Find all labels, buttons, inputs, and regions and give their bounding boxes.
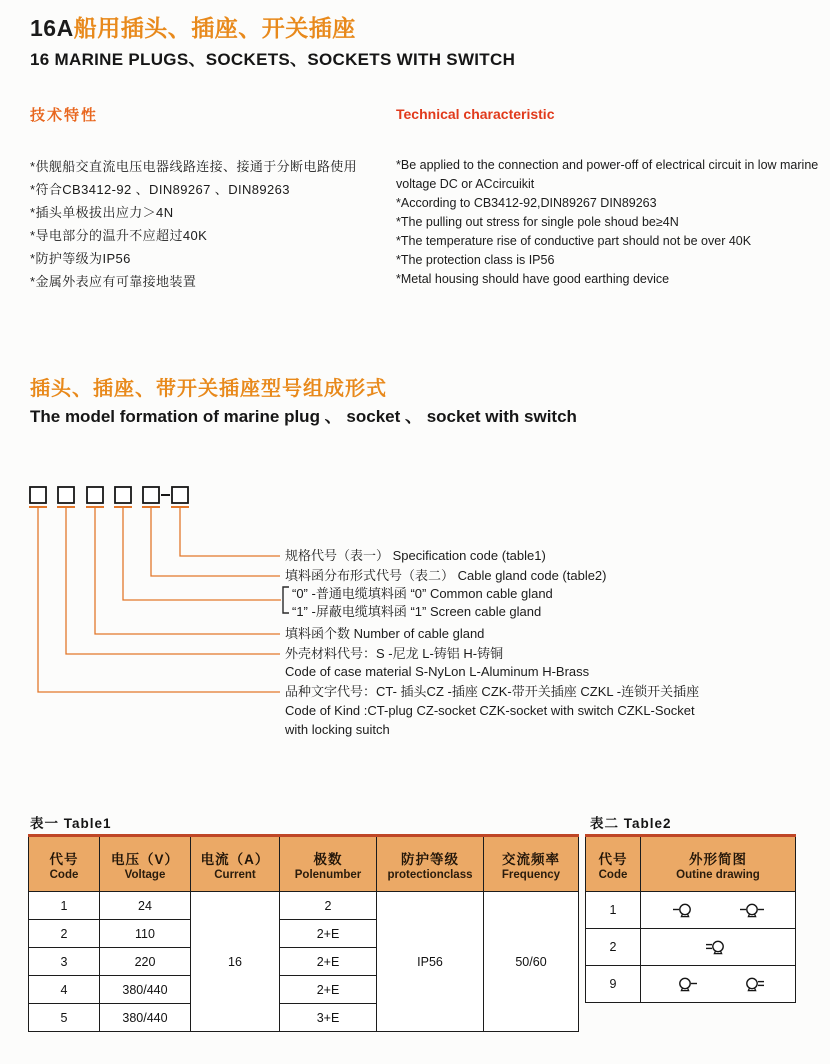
header-en: Code	[598, 868, 628, 881]
header-en: Code	[49, 868, 79, 881]
cell-code: 1	[29, 892, 100, 920]
tech-item-cn: *防护等级为IP56	[30, 251, 131, 266]
gland-entry-double-left-icon	[705, 939, 731, 956]
header-en: Outine drawing	[676, 868, 760, 881]
cell-voltage: 220	[100, 948, 191, 976]
table1-specifications	[28, 834, 579, 1032]
table2-header-drawing	[641, 836, 796, 892]
code-box-3	[87, 487, 103, 503]
diagram-label-material-cn: 外壳材料代号：S -尼龙 L-铸铝 H-铸铜	[285, 646, 504, 661]
cell-outline-drawing	[641, 966, 796, 1003]
cell-voltage: 380/440	[100, 1004, 191, 1032]
gland-entry-left-icon	[672, 902, 698, 919]
table1-header-protection	[377, 836, 484, 892]
code-box-4	[115, 487, 131, 503]
header-cn: 代号	[49, 851, 79, 867]
code-box-2	[58, 487, 74, 503]
header-cn: 防护等级	[401, 851, 459, 867]
table-row	[586, 892, 796, 929]
title-cn: 船用插头、插座、开关插座	[73, 15, 356, 41]
diagram-label-gland-code: 填料函分布形式代号（表二） Cable gland code (table2)	[285, 568, 607, 583]
table1-header-row	[29, 836, 579, 892]
table1-caption: 表一 Table1	[30, 816, 112, 831]
model-section-heading	[30, 372, 577, 427]
cell-polenumber: 2+E	[280, 920, 377, 948]
tech-item-en: *The protection class is IP56	[396, 253, 555, 267]
cell-outline-drawing	[641, 892, 796, 929]
header-en: Voltage	[124, 868, 166, 881]
header-cn: 电压（V）	[110, 851, 179, 867]
tech-item-cn: *供舰船交直流电压电器线路连接、接通于分断电路使用	[30, 159, 358, 174]
table1-header-voltage	[100, 836, 191, 892]
tech-item-cn: *导电部分的温升不应超过40K	[30, 228, 208, 243]
header-cn: 交流频率	[502, 851, 560, 867]
cell-polenumber: 2+E	[280, 948, 377, 976]
diagram-label-gland-count: 填料函个数 Number of cable gland	[285, 626, 485, 641]
table-row	[586, 929, 796, 966]
title-prefix: 16A	[30, 15, 74, 41]
cell-polenumber: 2	[280, 892, 377, 920]
table2-header-row	[586, 836, 796, 892]
header-en: protectionclass	[387, 868, 473, 881]
tech-characteristics-en	[396, 106, 820, 289]
cell-voltage: 110	[100, 920, 191, 948]
gland-entry-both-sides-icon	[739, 902, 765, 919]
tech-list-en	[396, 156, 820, 289]
diagram-label-material-en: Code of case material S-NyLon L-Aluminum H-Brass	[285, 664, 590, 679]
table1-header-polenumber	[280, 836, 377, 892]
cell-protection-merged: IP56	[377, 892, 484, 1032]
diagram-label-gland-common: “0” -普通电缆填料函 “0” Common cable gland	[292, 586, 553, 601]
cell-frequency-merged: 50/60	[484, 892, 579, 1032]
table1-header-code	[29, 836, 100, 892]
cell-code: 9	[586, 966, 641, 1003]
cell-code: 5	[29, 1004, 100, 1032]
cell-code: 2	[586, 929, 641, 966]
gland-entry-double-right-icon	[739, 976, 765, 993]
header-cn: 外形简图	[689, 851, 747, 867]
header-en: Frequency	[501, 868, 561, 881]
model-heading-cn: 插头、插座、带开关插座型号组成形式	[30, 378, 387, 400]
tech-item-en: *The pulling out stress for single pole shoud be≥4N	[396, 215, 679, 229]
diagram-label-kind-en2: with locking suitch	[285, 722, 390, 737]
connector-case-material	[66, 508, 280, 654]
tech-heading-en: Technical characteristic	[396, 106, 555, 122]
connector-lines	[38, 508, 281, 692]
table-row	[29, 892, 579, 920]
connector-spec-code	[180, 508, 280, 556]
header-cn: 极数	[313, 851, 343, 867]
table2-outline-drawings	[585, 834, 796, 1003]
table2-caption: 表二 Table2	[590, 816, 672, 831]
tech-list-cn	[30, 155, 390, 293]
cell-code: 2	[29, 920, 100, 948]
tech-item-en: *According to CB3412-92,DIN89267 DIN89263	[396, 196, 657, 210]
diagram-label-gland-screen: “1” -屏蔽电缆填料函 “1” Screen cable gland	[292, 604, 542, 619]
cell-voltage: 24	[100, 892, 191, 920]
gland-entry-right-icon	[672, 976, 698, 993]
tech-item-en: *The temperature rise of conductive part should not be over 40K	[396, 234, 752, 248]
table1-header-frequency	[484, 836, 579, 892]
title-line-en: 16 MARINE PLUGS、SOCKETS、SOCKETS WITH SWITCH	[30, 50, 516, 69]
cell-polenumber: 3+E	[280, 1004, 377, 1032]
code-box-1	[30, 487, 46, 503]
diagram-label-kind-cn: 品种文字代号：CT- 插头CZ -插座 CZK-带开关插座 CZKL -连锁开关插座	[285, 684, 700, 699]
tech-item-en: *Be applied to the connection and power-off of electrical circuit in low marine voltage DC or ACcircuikit	[396, 158, 819, 191]
cell-code: 4	[29, 976, 100, 1004]
diagram-label-spec-code: 规格代号（表一） Specification code (table1)	[285, 548, 546, 563]
connector-gland-type	[123, 508, 281, 600]
page-title	[30, 10, 515, 70]
cell-code: 3	[29, 948, 100, 976]
tech-heading-cn: 技术特性	[30, 107, 99, 124]
tech-characteristics-cn	[30, 104, 390, 293]
cell-polenumber: 2+E	[280, 976, 377, 1004]
model-code-diagram	[0, 480, 830, 760]
model-heading-en: The model formation of marine plug 、 socket 、 socket with switch	[30, 407, 577, 426]
bracket-icon	[283, 587, 289, 613]
tech-item-cn: *金属外表应有可靠接地装置	[30, 274, 197, 289]
table2-header-code	[586, 836, 641, 892]
cell-current-merged: 16	[191, 892, 280, 1032]
table1-header-current	[191, 836, 280, 892]
header-en: Current	[214, 868, 256, 881]
code-box-5	[143, 487, 159, 503]
code-box-6	[172, 487, 188, 503]
header-cn: 电流（A）	[200, 851, 270, 867]
tech-item-cn: *插头单极拔出应力＞4N	[30, 205, 174, 220]
cell-outline-drawing	[641, 929, 796, 966]
tech-item-en: *Metal housing should have good earthing device	[396, 272, 670, 286]
header-en: Polenumber	[294, 868, 362, 881]
connector-gland-code	[151, 508, 280, 576]
tech-item-cn: *符合CB3412-92 、DIN89267 、DIN89263	[30, 182, 290, 197]
cell-code: 1	[586, 892, 641, 929]
cell-voltage: 380/440	[100, 976, 191, 1004]
title-line-cn	[30, 10, 515, 43]
header-cn: 代号	[598, 851, 628, 867]
table-row	[586, 966, 796, 1003]
diagram-label-kind-en: Code of Kind :CT-plug CZ-socket CZK-socket with switch CZKL-Socket	[285, 703, 695, 718]
